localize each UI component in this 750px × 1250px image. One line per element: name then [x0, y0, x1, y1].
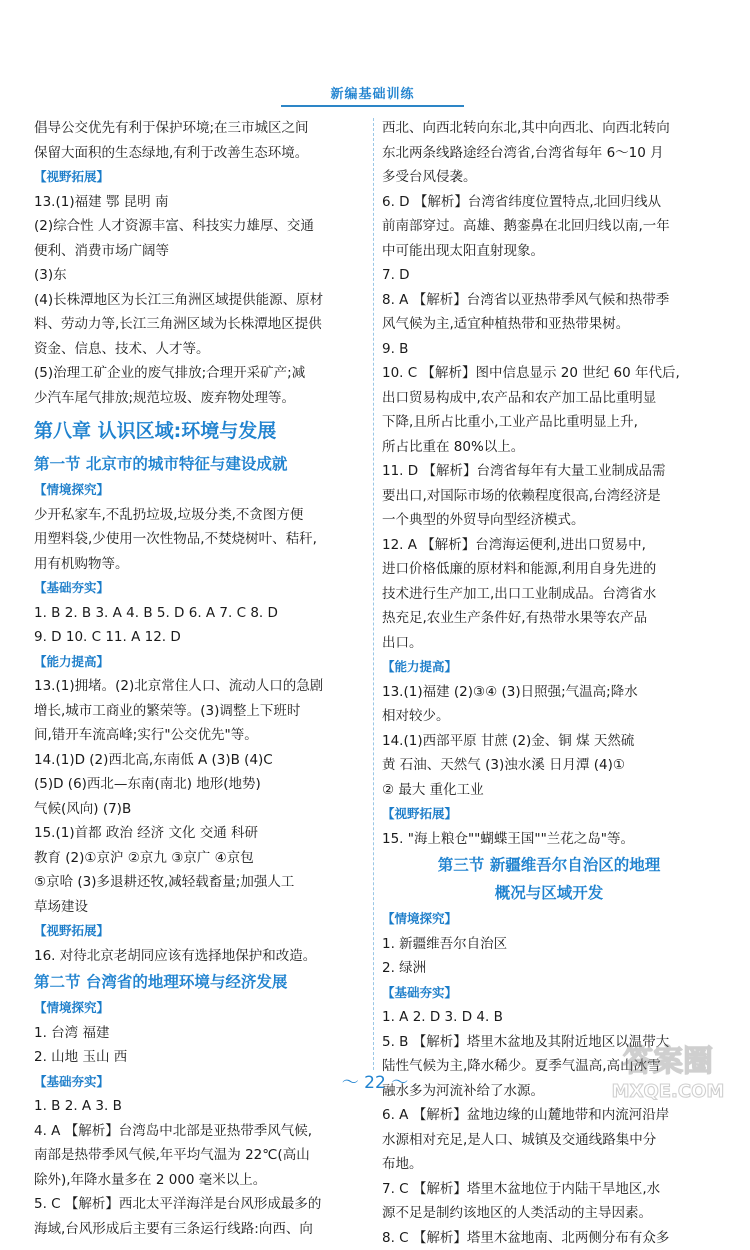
text-line: 黄 石油、天然气 (3)浊水溪 日月潭 (4)①: [382, 753, 716, 778]
text-line: 前南部穿过。高雄、鹅銮鼻在北回归线以南,一年: [382, 214, 716, 239]
text-line: 少汽车尾气排放;规范垃圾、废弃物处理等。: [34, 386, 368, 411]
text-line: 1. B 2. A 3. B: [34, 1094, 368, 1119]
text-line: 出口贸易构成中,农产品和农产加工品比重明显: [382, 386, 716, 411]
text-line: 南部是热带季风气候,年平均气温为 22℃(高山: [34, 1143, 368, 1168]
text-line: 用有机购物等。: [34, 552, 368, 577]
section-tag: 【情境探究】: [382, 909, 457, 929]
watermark-text: 答案圈: [623, 1044, 713, 1079]
text-line: (4)长株潭地区为长江三角洲区域提供能源、原材: [34, 288, 368, 313]
text-line: 海域,台风形成后主要有三条运行线路:向西、向: [34, 1217, 368, 1242]
section-tag: 【情境探究】: [34, 480, 109, 500]
text-line: ⑤京哈 (3)多退耕还牧,减轻载畜量;加强人工: [34, 870, 368, 895]
text-line: 便利、消费市场广阔等: [34, 239, 368, 264]
section-tag: 【基础夯实】: [34, 1072, 109, 1092]
text-line: (5)治理工矿企业的废气排放;合理开采矿产;减: [34, 361, 368, 386]
text-line: 12. A 【解析】台湾海运便利,进出口贸易中,: [382, 533, 716, 558]
text-line: 4. A 【解析】台湾岛中北部是亚热带季风气候,: [34, 1119, 368, 1144]
text-line: 7. D: [382, 263, 716, 288]
text-line: 11. D 【解析】台湾省每年有大量工业制成品需: [382, 459, 716, 484]
text-line: 要出口,对国际市场的依赖程度很高,台湾经济是: [382, 484, 716, 509]
text-line: 倡导公交优先有利于保护环境;在三市城区之间: [34, 116, 368, 141]
section-tag: 【基础夯实】: [34, 578, 109, 598]
text-line: 1. 台湾 福建: [34, 1021, 368, 1046]
text-line: ② 最大 重化工业: [382, 778, 716, 803]
page-number: ～ 22 ～: [330, 1072, 420, 1094]
section-tag: 【能力提高】: [34, 652, 109, 672]
watermark-url: MXQE.COM: [612, 1081, 725, 1102]
section-tag: 【情境探究】: [34, 998, 109, 1018]
text-line: 9. D 10. C 11. A 12. D: [34, 625, 368, 650]
text-line: 15.(1)首都 政治 经济 文化 交通 科研: [34, 821, 368, 846]
text-line: 气候(风向) (7)B: [34, 797, 368, 822]
section-tag: 【视野拓展】: [382, 804, 457, 824]
column-divider: [373, 118, 374, 1070]
left-column: [34, 116, 368, 1241]
text-line: 源不足是制约该地区的人类活动的主导因素。: [382, 1201, 716, 1226]
text-line: 教育 (2)①京沪 ②京九 ③京广 ④京包: [34, 846, 368, 871]
text-line: 1. A 2. D 3. D 4. B: [382, 1005, 716, 1030]
text-line: 所占比重在 80%以上。: [382, 435, 716, 460]
text-line: 6. D 【解析】台湾省纬度位置特点,北回归线从: [382, 190, 716, 215]
text-line: 5. B 【解析】塔里木盆地及其附近地区以温带大: [382, 1030, 716, 1055]
text-line: 水源相对充足,是人口、城镇及交通线路集中分: [382, 1128, 716, 1153]
text-line: 融水多为河流补给了水源。: [382, 1079, 716, 1104]
text-line: 6. A 【解析】盆地边缘的山麓地带和内流河沿岸: [382, 1103, 716, 1128]
text-line: 料、劳动力等,长江三角洲区域为长株潭地区提供: [34, 312, 368, 337]
text-line: 用塑料袋,少使用一次性物品,不焚烧树叶、秸秆,: [34, 527, 368, 552]
text-line: 间,错开车流高峰;实行"公交优先"等。: [34, 723, 368, 748]
text-line: 除外),年降水量多在 2 000 毫米以上。: [34, 1168, 368, 1193]
text-line: 出口。: [382, 631, 716, 656]
text-line: 13.(1)拥堵。(2)北京常住人口、流动人口的急剧: [34, 674, 368, 699]
text-line: 1. 新疆维吾尔自治区: [382, 932, 716, 957]
text-line: 14.(1)西部平原 甘蔗 (2)金、铜 煤 天然硫: [382, 729, 716, 754]
text-line: 9. B: [382, 337, 716, 362]
text-line: 2. 绿洲: [382, 956, 716, 981]
section-title: 第二节 台湾省的地理环境与经济发展: [34, 968, 368, 996]
text-line: 13.(1)福建 (2)③④ (3)日照强;气温高;降水: [382, 680, 716, 705]
text-line: 10. C 【解析】图中信息显示 20 世纪 60 年代后,: [382, 361, 716, 386]
section-tag: 【能力提高】: [382, 657, 457, 677]
text-line: 增长,城市工商业的繁荣等。(3)调整上下班时: [34, 699, 368, 724]
chapter-title: 第八章 认识区域:环境与发展: [34, 414, 368, 448]
text-line: 一个典型的外贸导向型经济模式。: [382, 508, 716, 533]
text-line: 布地。: [382, 1152, 716, 1177]
text-line: 保留大面积的生态绿地,有利于改善生态环境。: [34, 141, 368, 166]
text-line: 东北两条线路途经台湾省,台湾省每年 6～10 月: [382, 141, 716, 166]
text-line: 多受台风侵袭。: [382, 165, 716, 190]
text-line: 8. C 【解析】塔里木盆地南、北两侧分布有众多: [382, 1226, 716, 1250]
text-line: 下降,且所占比重小,工业产品比重明显上升,: [382, 410, 716, 435]
text-line: 热充足,农业生产条件好,有热带水果等农产品: [382, 606, 716, 631]
text-line: 15. "海上粮仓""蝴蝶王国""兰花之岛"等。: [382, 827, 716, 852]
watermark-logo: [596, 1035, 741, 1105]
text-line: 陆性气候为主,降水稀少。夏季气温高,高山冰雪: [382, 1054, 716, 1079]
text-line: 草场建设: [34, 895, 368, 920]
text-line: 中可能出现太阳直射现象。: [382, 239, 716, 264]
text-line: (5)D (6)西北—东南(南北) 地形(地势): [34, 772, 368, 797]
text-line: 技术进行生产加工,出口工业制成品。台湾省水: [382, 582, 716, 607]
text-line: (3)东: [34, 263, 368, 288]
text-line: 13.(1)福建 鄂 昆明 南: [34, 190, 368, 215]
section-title: 第三节 新疆维吾尔自治区的地理: [382, 851, 716, 879]
text-line: 1. B 2. B 3. A 4. B 5. D 6. A 7. C 8. D: [34, 601, 368, 626]
header-banner: 新编基础训练: [281, 84, 464, 107]
text-line: 5. C 【解析】西北太平洋海洋是台风形成最多的: [34, 1192, 368, 1217]
section-tag: 【视野拓展】: [34, 921, 109, 941]
text-line: 相对较少。: [382, 704, 716, 729]
text-line: 16. 对待北京老胡同应该有选择地保护和改造。: [34, 944, 368, 969]
text-line: 7. C 【解析】塔里木盆地位于内陆干旱地区,水: [382, 1177, 716, 1202]
text-line: 进口价格低廉的原材料和能源,利用自身先进的: [382, 557, 716, 582]
text-line: (2)综合性 人才资源丰富、科技实力雄厚、交通: [34, 214, 368, 239]
text-line: 2. 山地 玉山 西: [34, 1045, 368, 1070]
section-title-cont: 概况与区域开发: [382, 879, 716, 907]
text-line: 少开私家车,不乱扔垃圾,垃圾分类,不贪图方便: [34, 503, 368, 528]
section-title: 第一节 北京市的城市特征与建设成就: [34, 450, 368, 478]
text-line: 西北、向西北转向东北,其中向西北、向西北转向: [382, 116, 716, 141]
section-tag: 【视野拓展】: [34, 167, 109, 187]
text-line: 资金、信息、技术、人才等。: [34, 337, 368, 362]
text-line: 14.(1)D (2)西北高,东南低 A (3)B (4)C: [34, 748, 368, 773]
text-line: 风气候为主,适宜种植热带和亚热带果树。: [382, 312, 716, 337]
section-tag: 【基础夯实】: [382, 983, 457, 1003]
text-line: 8. A 【解析】台湾省以亚热带季风气候和热带季: [382, 288, 716, 313]
